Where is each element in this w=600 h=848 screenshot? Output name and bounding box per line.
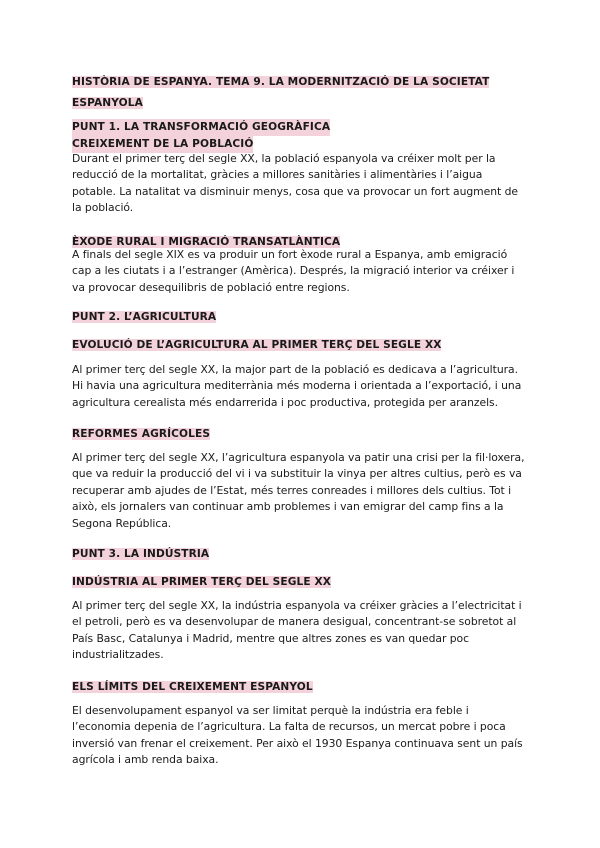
paragraph-limits	[72, 703, 528, 769]
subsection-heading-industria: INDÚSTRIA AL PRIMER TERÇ DEL SEGLE XX	[72, 576, 331, 588]
paragraph-evolucio	[72, 362, 528, 411]
subsection-heading-exode: ÈXODE RURAL I MIGRACIÓ TRANSATLÀNTICA	[72, 236, 341, 248]
paragraph-text: Al primer terç del segle XX, l’agricultura espanyola va patir una crisi per la fil·loxera, que va reduir la producció del vi i va substituir la vinya per altres cultius, però es va recuperar amb ajudes de l’Estat, més terres conreades i millores dels cultius. Tot i això, els jornalers van continuar amb problemes i van emigrar del camp fins a la Segona República.	[72, 451, 525, 530]
subsection-heading-block-limits	[72, 675, 528, 696]
subsection-heading-reformes: REFORMES AGRÍCOLES	[72, 428, 211, 440]
section-heading-punt-1: PUNT 1. LA TRANSFORMACIÓ GEOGRÀFICA	[72, 119, 330, 136]
subsection-heading-limits: ELS LÍMITS DEL CREIXEMENT ESPANYOL	[72, 681, 313, 693]
paragraph-exode	[72, 247, 528, 296]
paragraph-text: Durant el primer terç del segle XX, la població espanyola va créixer molt per la reducció de la mortalitat, gràcies a millores sanitàries i alimentàries i l’aigua potable. La natalitat va disminuir menys, cosa que va provocar un fort augment de la població.	[72, 152, 518, 215]
paragraph-text: A finals del segle XIX es va produir un fort èxode rural a Espanya, amb emigració cap a les ciutats i a l’estranger (Amèrica). Després, la migració interior va créixer i va provocar desequilibris de població entre regions.	[72, 248, 515, 294]
section-heading-block-1	[72, 119, 528, 153]
section-heading-punt-2: PUNT 2. L’AGRICULTURA	[72, 311, 217, 323]
paragraph-text: Al primer terç del segle XX, la indústria espanyola va créixer gràcies a l’electricitat i el petroli, però es va desenvolupar de manera desigual, concentrant-se sobretot al País Basc, Catalunya i Madrid, mentre que altres zones es van quedar poc industrialitzades.	[72, 599, 522, 662]
paragraph-reformes	[72, 450, 528, 532]
section-heading-punt-3: PUNT 3. LA INDÚSTRIA	[72, 548, 210, 560]
subsection-heading-block-reformes	[72, 422, 528, 443]
paragraph-creixement	[72, 151, 528, 217]
paragraph-text: El desenvolupament espanyol va ser limitat perquè la indústria era feble i l’economia depenia de l’agricultura. La falta de recursos, un mercat pobre i poca inversió van frenar el creixement. Per això el 1930 Espanya continuava sent un país agrícola i amb renda baixa.	[72, 704, 523, 767]
paragraph-industria	[72, 598, 528, 664]
document-title-block	[72, 70, 528, 112]
document-title: HISTÒRIA DE ESPANYA. TEMA 9. LA MODERNITZACIÓ DE LA SOCIETAT ESPANYOLA	[72, 76, 490, 109]
subsection-heading-creixement: CREIXEMENT DE LA POBLACIÓ	[72, 136, 253, 153]
subsection-heading-block-evolucio	[72, 333, 528, 354]
section-heading-block-2	[72, 305, 528, 326]
subsection-heading-evolucio: EVOLUCIÓ DE L’AGRICULTURA AL PRIMER TERÇ DEL SEGLE XX	[72, 339, 442, 351]
paragraph-text: Al primer terç del segle XX, la major part de la població es dedicava a l’agricultura. Hi havia una agricultura mediterrània més moderna i orientada a l’exportació, i una agricultura cerealista més endarrerida i poc productiva, protegida per aranzels.	[72, 363, 522, 409]
section-heading-block-3	[72, 542, 528, 563]
subsection-heading-block-industria	[72, 570, 528, 591]
